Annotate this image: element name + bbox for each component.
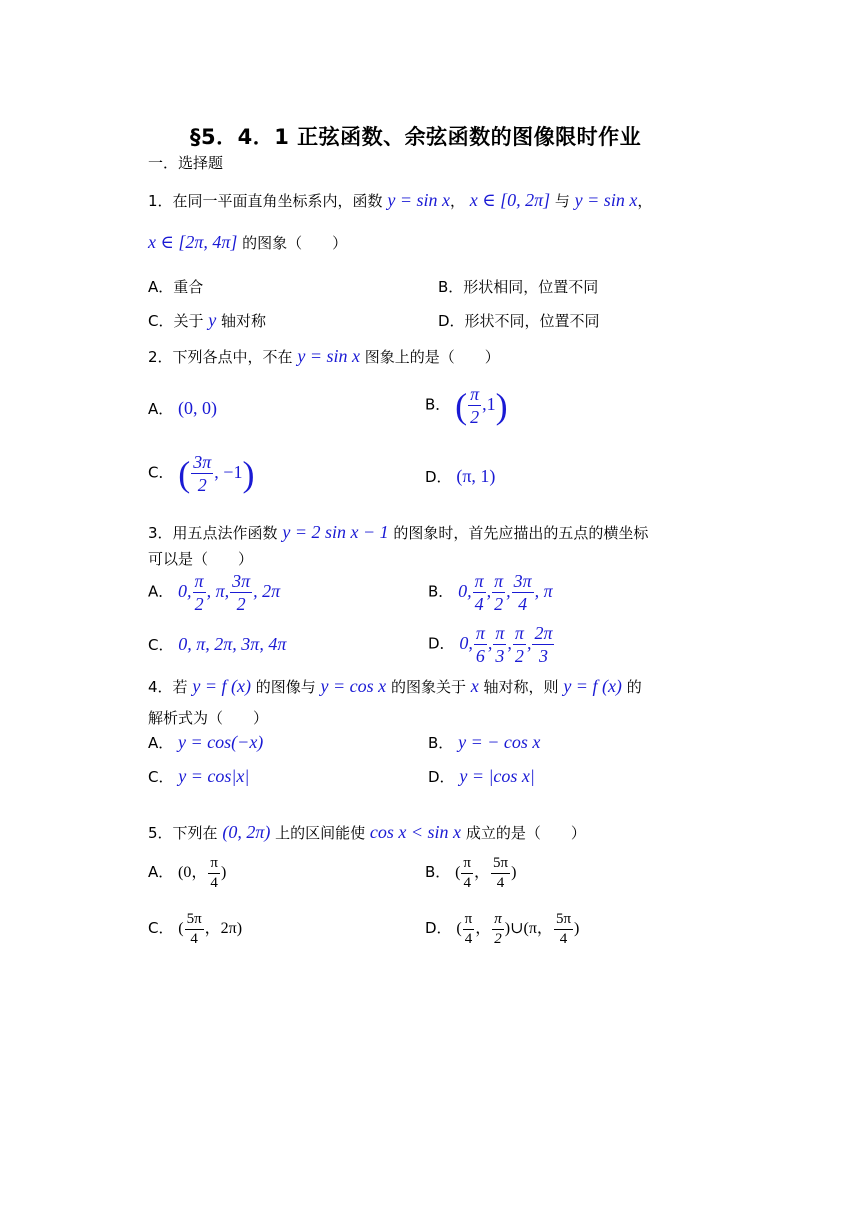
question-3-line-1 [148,522,648,543]
q1-option-c[interactable] [148,310,266,331]
q5-option-b[interactable] [425,856,516,891]
q1-function-1: y = sin x [387,190,450,210]
question-1-line-2 [148,232,347,253]
q4-option-c[interactable] [148,766,249,787]
q2-c-denominator: 2 [197,475,207,495]
q2-c-rest: , −1 [214,461,243,482]
q4-option-b-value: y = − cos x [458,732,541,752]
q4-function-2: y = cos x [320,676,387,696]
q5-option-a-label: A． [148,863,174,882]
q5-option-d-label: D． [425,919,452,938]
q3-option-d[interactable] [428,624,555,665]
q2-b-numerator: π [470,384,480,404]
q5-option-a[interactable] [148,856,226,891]
q1-label: 1．在同一平面直角坐标系内，函数 [148,192,383,210]
q1-option-a[interactable]: A．重合 [148,278,204,296]
q2-post: 图象上的是（ ） [364,348,500,366]
q3-option-d-label: D． [428,634,455,653]
q4-mid-2: 的图象关于 [390,678,466,696]
q3-option-c-label: C． [148,636,174,654]
question-1-line-1: 1．在同一平面直角坐标系内，函数 y = sin x， x ∈ [0, 2π] 与 y = sin x， [148,190,653,210]
q4-mid-3: 轴对称，则 [483,678,559,696]
q3-option-c[interactable] [148,634,286,655]
q3-option-c-value: 0, π, 2π, 3π, 4π [178,634,287,654]
q5-interval: (0, 2π) [222,822,271,842]
q4-axis: x [470,676,479,696]
q4-option-b-label: B． [428,734,454,752]
q2-option-a-label: A． [148,400,174,418]
q4-function-3: y = f (x) [563,676,622,696]
q5-option-d-value: ( $\frac{\pi}{4}$ ， $\frac{\pi}{2}$ )∪(π， $\frac{5\pi}{4}$ ) [456,911,580,947]
q2-option-c-label: C． [148,463,174,482]
section-heading: 一．选择题 [148,154,224,172]
q5-post: 成立的是（ ） [465,824,586,842]
q1-domain-2: x ∈ [2π, 4π] [148,232,238,252]
q2-option-d-label: D． [425,468,452,486]
q1-option-d[interactable]: D．形状不同，位置不同 [438,312,600,330]
q4-option-d-value: y = |cos x| [459,766,535,786]
q3-pre: 3．用五点法作函数 [148,524,278,542]
q3-option-a-label: A． [148,582,174,601]
q1-function-2: y = sin x [574,190,638,210]
q3-option-b-value: 0, $\frac{\pi}{4}$ , $\frac{\pi}{2}$ , $\frac{3\pi}{4}$ , π [458,571,553,614]
q3-post: 的图象时，首先应描出的五点的横坐标 [393,524,649,542]
q4-option-b[interactable] [428,732,540,753]
q4-tail: 的 [626,678,642,696]
q1-connector: 与 [554,192,570,210]
q2-b-denominator: 2 [470,407,480,427]
q1-option-c-pre: C．关于 [148,312,204,330]
q3-option-a[interactable] [148,572,280,613]
q2-function: y = sin x [297,346,360,366]
question-4-line-1 [148,676,642,697]
question-5 [148,822,586,843]
q4-pre: 4．若 [148,678,188,696]
q3-option-a-value: 0, $\frac{\pi}{2}$ , π, $\frac{3\pi}{2}$ , 2π [178,571,281,614]
q2-pre: 2．下列各点中，不在 [148,348,293,366]
q4-option-c-label: C． [148,768,174,786]
q2-option-a[interactable] [148,398,217,419]
q3-option-d-value: 0, $\frac{\pi}{6}$ , $\frac{\pi}{3}$ , $\frac{\pi}{2}$ , $\frac{2\pi}{3}$ [459,623,553,666]
q1-tail: 的图象（ ） [242,234,348,252]
q3-option-b-label: B． [428,582,454,601]
q2-option-b-value: ( $\frac{\pi}{2}$ ,1) [455,384,508,427]
q2-option-b[interactable] [425,385,508,426]
q1-option-c-post: 轴对称 [221,312,267,330]
question-3-line-2: 可以是（ ） [148,550,254,568]
q4-option-a[interactable] [148,732,263,753]
q5-option-c-value: ( $\frac{5\pi}{4}$ ，2π) [178,911,243,947]
q1-option-c-var: y [208,310,217,330]
question-2 [148,346,500,367]
q5-mid: 上的区间能使 [275,824,366,842]
q2-option-a-value: (0, 0) [178,398,218,418]
q5-inequality: cos x < sin x [369,822,462,842]
q5-option-a-value: (0， $\frac{\pi}{4}$ ) [178,855,227,891]
q4-option-d-label: D． [428,768,455,786]
page-title: §5．4．1 正弦函数、余弦函数的图像限时作业 [190,125,642,149]
q4-mid-1: 的图像与 [255,678,316,696]
q3-option-b[interactable] [428,572,553,613]
q4-option-a-label: A． [148,734,174,752]
q2-option-d[interactable] [425,466,495,487]
q2-option-d-value: (π, 1) [456,466,496,486]
q5-option-d[interactable] [425,912,579,947]
q3-function: y = 2 sin x − 1 [282,522,389,542]
q5-pre: 5．下列在 [148,824,218,842]
q5-option-c[interactable] [148,912,242,947]
q5-option-c-label: C． [148,919,174,938]
q4-option-d[interactable] [428,766,535,787]
q1-option-b[interactable]: B．形状相同，位置不同 [438,278,599,296]
q4-function-1: y = f (x) [192,676,251,696]
q1-domain-1: x ∈ [0, 2π] [469,190,551,210]
q5-option-b-label: B． [425,863,451,882]
question-4-line-2: 解析式为（ ） [148,709,269,727]
q2-c-numerator: 3π [193,452,212,472]
q2-b-rest: ,1 [482,393,496,414]
q4-option-c-value: y = cos|x| [178,766,250,786]
q5-option-b-value: ( $\frac{\pi}{4}$ ， $\frac{5\pi}{4}$ ) [455,855,517,891]
q4-option-a-value: y = cos(−x) [178,732,264,752]
q2-option-b-label: B． [425,395,451,414]
q2-option-c-value: ( $\frac{3\pi}{2}$ , −1) [178,452,255,495]
q2-option-c[interactable] [148,453,254,494]
